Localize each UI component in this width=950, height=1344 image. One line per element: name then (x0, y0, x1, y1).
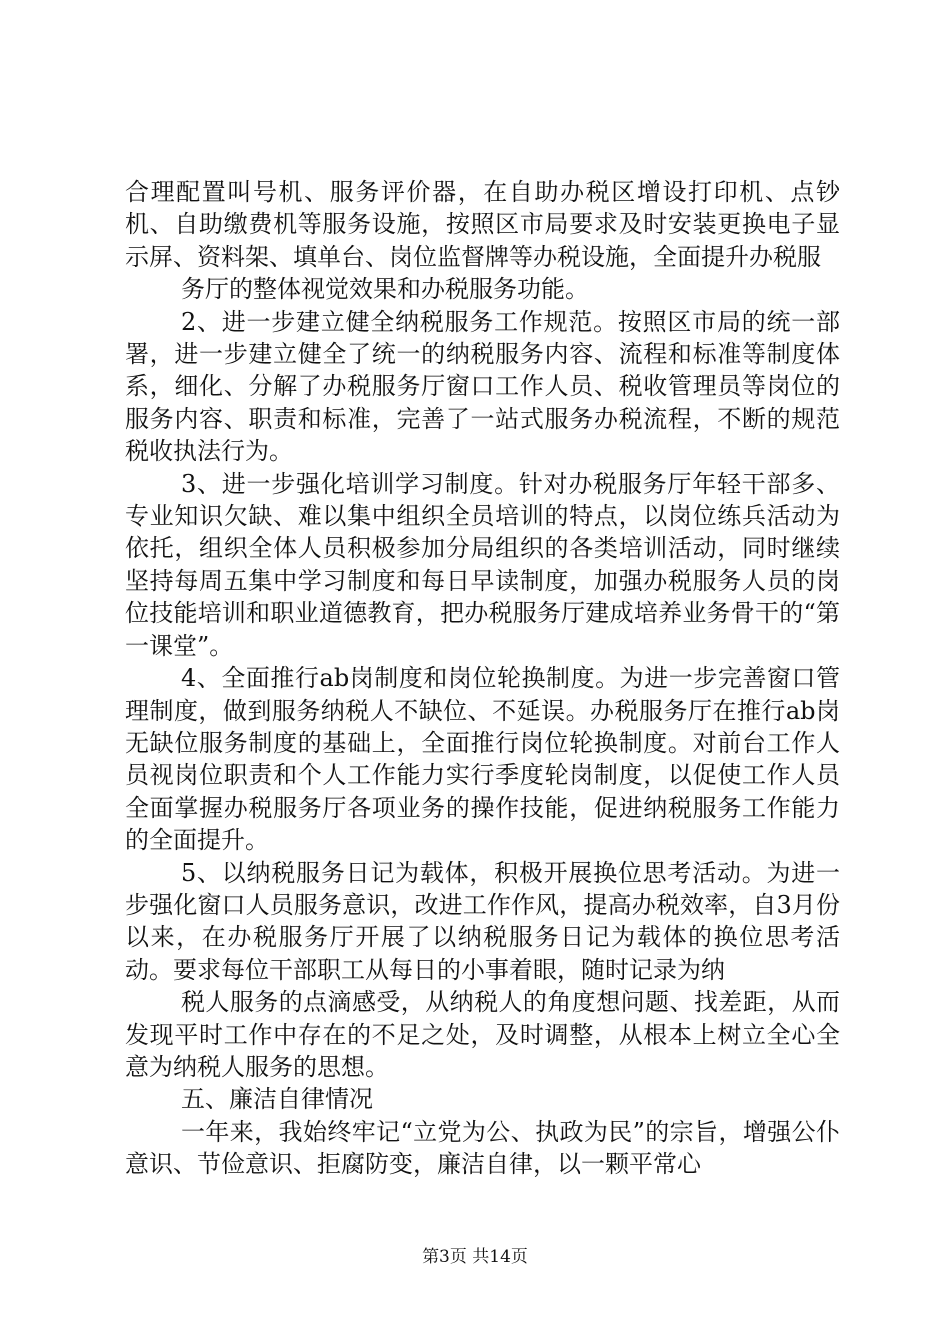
document-body (125, 176, 840, 1181)
paragraph-4: 3、进一步强化培训学习制度。针对办税服务厅年轻干部多、专业知识欠缺、难以集中组织全员培训的特点，以岗位练兵活动为依托，组织全体人员积极参加分局组织的各类培训活动，同时继续坚持每周五集中学习制度和每日早读制度，加强办税服务人员的岗位技能培训和职业道德教育，把办税服务厅建成培养业务骨干的“第一课堂”。 (125, 469, 840, 660)
paragraph-5: 4、全面推行ab岗制度和岗位轮换制度。为进一步完善窗口管理制度，做到服务纳税人不缺位、不延误。办税服务厅在推行ab岗无缺位服务制度的基础上，全面推行岗位轮换制度。对前台工作人员视岗位职责和个人工作能力实行季度轮岗制度，以促使工作人员全面掌握办税服务厅各项业务的操作技能，促进纳税服务工作能力的全面提升。 (125, 664, 840, 855)
paragraph-3: 2、进一步建立健全纳税服务工作规范。按照区市局的统一部署，进一步建立健全了统一的纳税服务内容、流程和标准等制度体系，细化、分解了办税服务厅窗口工作人员、税收管理员等岗位的服务内容、职责和标准，完善了一站式服务办税流程，不断的规范税收执法行为。 (125, 307, 840, 466)
page-number-footer: 第3页 共14页 (422, 1247, 528, 1267)
paragraph-9: 一年来，我始终牢记“立党为公、执政为民”的宗旨，增强公仆意识、节俭意识、拒腐防变，廉洁自律，以一颗平常心 (125, 1117, 840, 1179)
paragraph-7: 税人服务的点滴感受，从纳税人的角度想问题、找差距，从而发现平时工作中存在的不足之处，及时调整，从根本上树立全心全意为纳税人服务的思想。 (125, 988, 840, 1081)
section-heading: 五、廉洁自律情况 (181, 1085, 373, 1114)
paragraph-1: 合理配置叫号机、服务评价器，在自助办税区增设打印机、点钞机、自助缴费机等服务设施，按照区市局要求及时安装更换电子显示屏、资料架、填单台、岗位监督牌等办税设施，全面提升办税服 (125, 178, 840, 271)
paragraph-2: 务厅的整体视觉效果和办税服务功能。 (181, 275, 589, 304)
paragraph-6: 5、以纳税服务日记为载体，积极开展换位思考活动。为进一步强化窗口人员服务意识，改进工作作风，提高办税效率，自3月份以来，在办税服务厅开展了以纳税服务日记为载体的换位思考活动。要求每位干部职工从每日的小事着眼，随时记录为纳 (125, 858, 840, 984)
